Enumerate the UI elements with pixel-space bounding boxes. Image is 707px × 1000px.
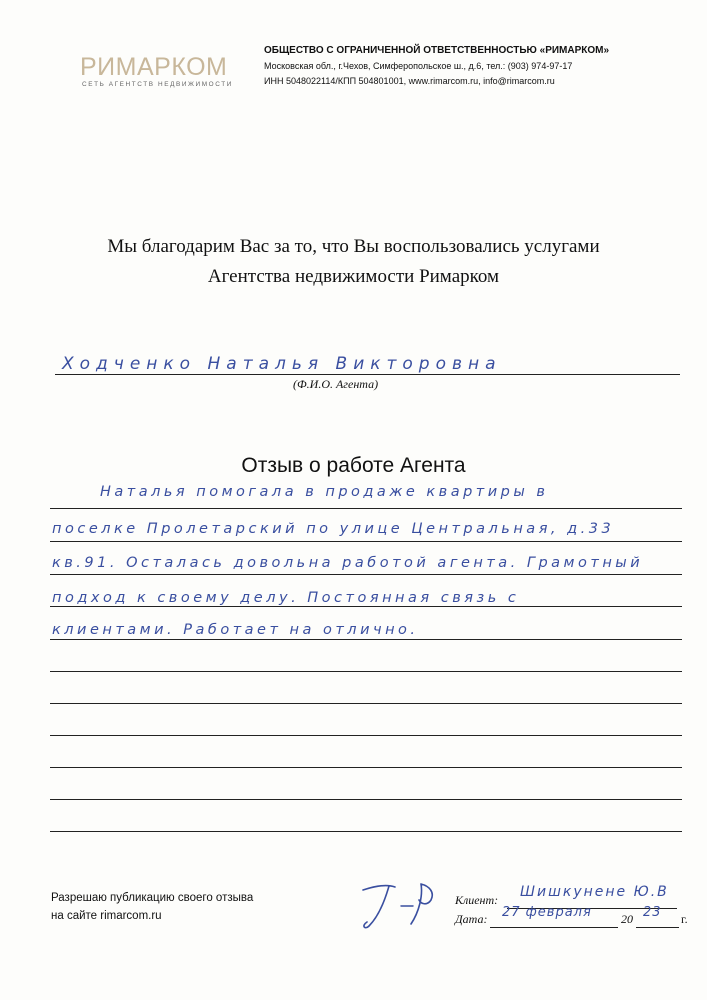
review-line-2: поселке Пролетарский по улице Центральная, д.33 bbox=[52, 521, 615, 537]
review-rule bbox=[50, 606, 682, 607]
org-address: Московская обл., г.Чехов, Симферопольское ш., д.6, тел.: (903) 974-97-17 bbox=[264, 61, 573, 71]
client-signature bbox=[355, 878, 445, 933]
thanks-text bbox=[0, 232, 707, 292]
year-line bbox=[636, 927, 679, 928]
review-rule bbox=[50, 831, 682, 832]
date-value: 27 февраля bbox=[502, 905, 592, 920]
thanks-line-2: Агентства недвижимости Римарком bbox=[207, 266, 500, 287]
date-label: Дата: bbox=[455, 912, 488, 926]
org-ids: ИНН 5048022114/КПП 504801001, www.rimarcom.ru, info@rimarcom.ru bbox=[264, 76, 555, 86]
review-rule bbox=[50, 767, 682, 768]
publication-permission bbox=[51, 889, 253, 925]
date-line bbox=[490, 927, 618, 928]
org-name: ОБЩЕСТВО С ОГРАНИЧЕННОЙ ОТВЕТСТВЕННОСТЬЮ «РИМАРКОМ» bbox=[264, 45, 610, 56]
year-prefix: 20 bbox=[621, 912, 633, 926]
permission-line-1: Разрешаю публикацию своего отзыва bbox=[51, 892, 254, 904]
review-rule bbox=[50, 574, 682, 575]
review-rule bbox=[50, 508, 682, 509]
company-logo: РИМАРКОМ bbox=[80, 53, 228, 81]
permission-line-2: на сайте rimarcom.ru bbox=[51, 910, 162, 922]
year-suffix: г. bbox=[681, 912, 688, 926]
logo-subtitle: СЕТЬ АГЕНТСТВ НЕДВИЖИМОСТИ bbox=[82, 81, 233, 88]
agent-caption: (Ф.И.О. Агента) bbox=[293, 377, 379, 391]
review-line-5: клиентами. Работает на отлично. bbox=[52, 622, 419, 638]
client-name: Шишкунене Ю.В bbox=[520, 884, 669, 900]
agent-name-line bbox=[55, 374, 680, 375]
thanks-line-1: Мы благодарим Вас за то, что Вы воспользовались услугами bbox=[107, 236, 600, 257]
review-rule bbox=[50, 671, 682, 672]
review-rule bbox=[50, 541, 682, 542]
review-rule bbox=[50, 799, 682, 800]
review-rule bbox=[50, 703, 682, 704]
review-rule bbox=[50, 735, 682, 736]
review-line-4: подход к своему делу. Постоянная связь с bbox=[52, 590, 520, 606]
review-line-3: кв.91. Осталась довольна работой агента. Грамотный bbox=[52, 555, 644, 571]
review-line-1: Наталья помогала в продаже квартиры в bbox=[100, 484, 549, 500]
review-rule bbox=[50, 639, 682, 640]
year-value: 23 bbox=[643, 905, 662, 920]
agent-name: Ходченко Наталья Викторовна bbox=[62, 354, 502, 374]
client-label: Клиент: bbox=[455, 893, 499, 907]
review-title: Отзыв о работе Агента bbox=[241, 454, 466, 477]
